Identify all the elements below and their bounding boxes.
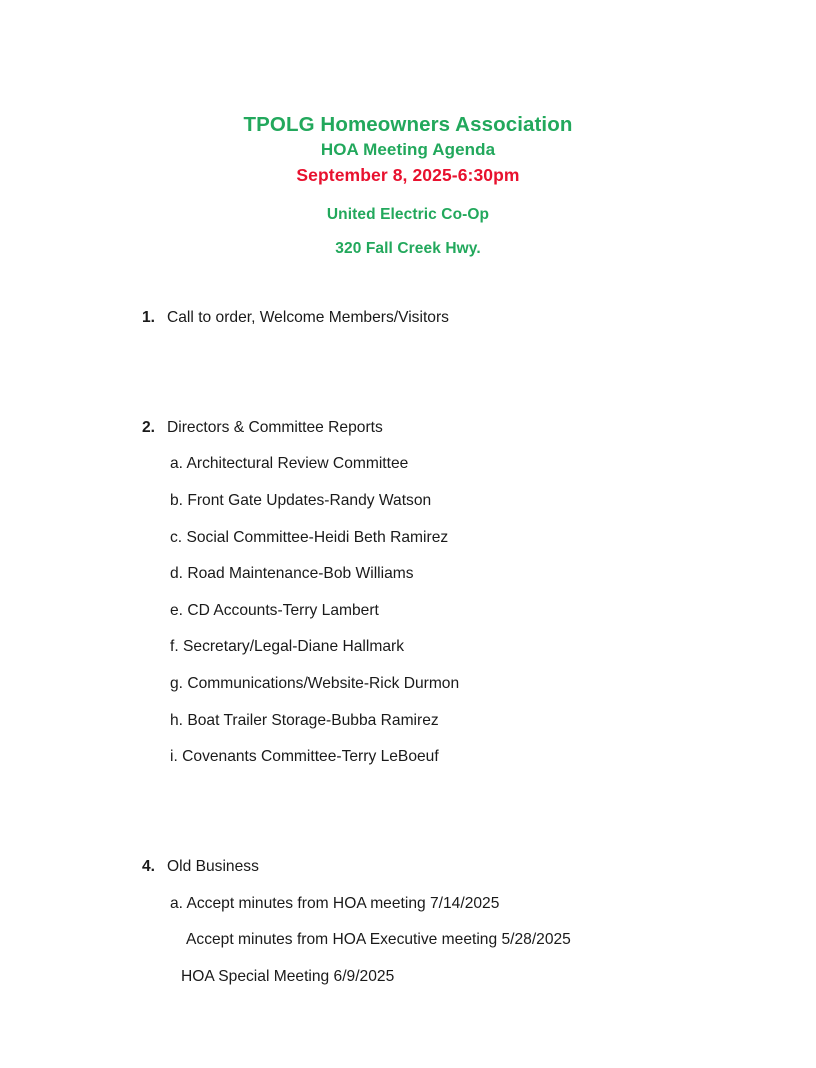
agenda-item-4 — [0, 849, 816, 886]
agenda-subitem-label: f. Secretary/Legal-Diane Hallmark — [170, 638, 404, 656]
agenda-subitem — [0, 593, 816, 630]
agenda-subitem — [0, 629, 816, 666]
agenda-item-2-marker: 2. — [142, 418, 156, 436]
agenda-subitem — [0, 703, 816, 740]
agenda-subitem-label: c. Social Committee-Heidi Beth Ramirez — [170, 528, 449, 546]
agenda-continuation-line — [0, 959, 816, 996]
agenda-spacer — [0, 812, 816, 849]
document-subtitle: HOA Meeting Agenda — [320, 140, 496, 159]
agenda-subitem-label: a. Architectural Review Committee — [170, 455, 409, 473]
agenda-subitem — [0, 666, 816, 703]
agenda-subitem — [0, 886, 816, 923]
document-header — [0, 112, 816, 260]
agenda-subitem — [0, 483, 816, 520]
agenda-subitem-label: i. Covenants Committee-Terry LeBoeuf — [170, 748, 439, 766]
agenda-subitem-label: b. Front Gate Updates-Randy Watson — [170, 491, 432, 509]
agenda-subitem-label: a. Accept minutes from HOA meeting 7/14/2025 — [170, 894, 500, 912]
meeting-date-time: September 8, 2025-6:30pm — [296, 165, 520, 185]
agenda-list — [0, 300, 816, 995]
agenda-subitem — [0, 446, 816, 483]
organization-title: TPOLG Homeowners Association — [243, 113, 573, 136]
agenda-item-4-marker: 4. — [142, 857, 156, 875]
agenda-item-1 — [0, 300, 816, 337]
agenda-subitem — [0, 520, 816, 557]
agenda-subitem — [0, 556, 816, 593]
agenda-item-2-label: Directors & Committee Reports — [167, 418, 383, 436]
agenda-continuation-line — [0, 922, 816, 959]
agenda-subitem-label: h. Boat Trailer Storage-Bubba Ramirez — [170, 711, 439, 729]
agenda-spacer — [0, 776, 816, 813]
agenda-spacer — [0, 337, 816, 374]
agenda-item-4-label: Old Business — [167, 857, 259, 875]
meeting-venue: United Electric Co-Op — [326, 206, 490, 223]
agenda-continuation-label: Accept minutes from HOA Executive meeting 5/28/2025 — [186, 931, 571, 949]
agenda-subitem-label: e. CD Accounts-Terry Lambert — [170, 601, 379, 619]
agenda-continuation-label: HOA Special Meeting 6/9/2025 — [181, 967, 395, 985]
agenda-item-1-label: Call to order, Welcome Members/Visitors — [167, 309, 449, 326]
agenda-subitem-label: d. Road Maintenance-Bob Williams — [170, 565, 414, 583]
agenda-subitem — [0, 739, 816, 776]
agenda-spacer — [0, 373, 816, 410]
meeting-address: 320 Fall Creek Hwy. — [335, 240, 481, 257]
agenda-item-1-marker: 1. — [142, 309, 156, 326]
agenda-subitem-label: g. Communications/Website-Rick Durmon — [170, 674, 460, 692]
agenda-item-2 — [0, 410, 816, 447]
